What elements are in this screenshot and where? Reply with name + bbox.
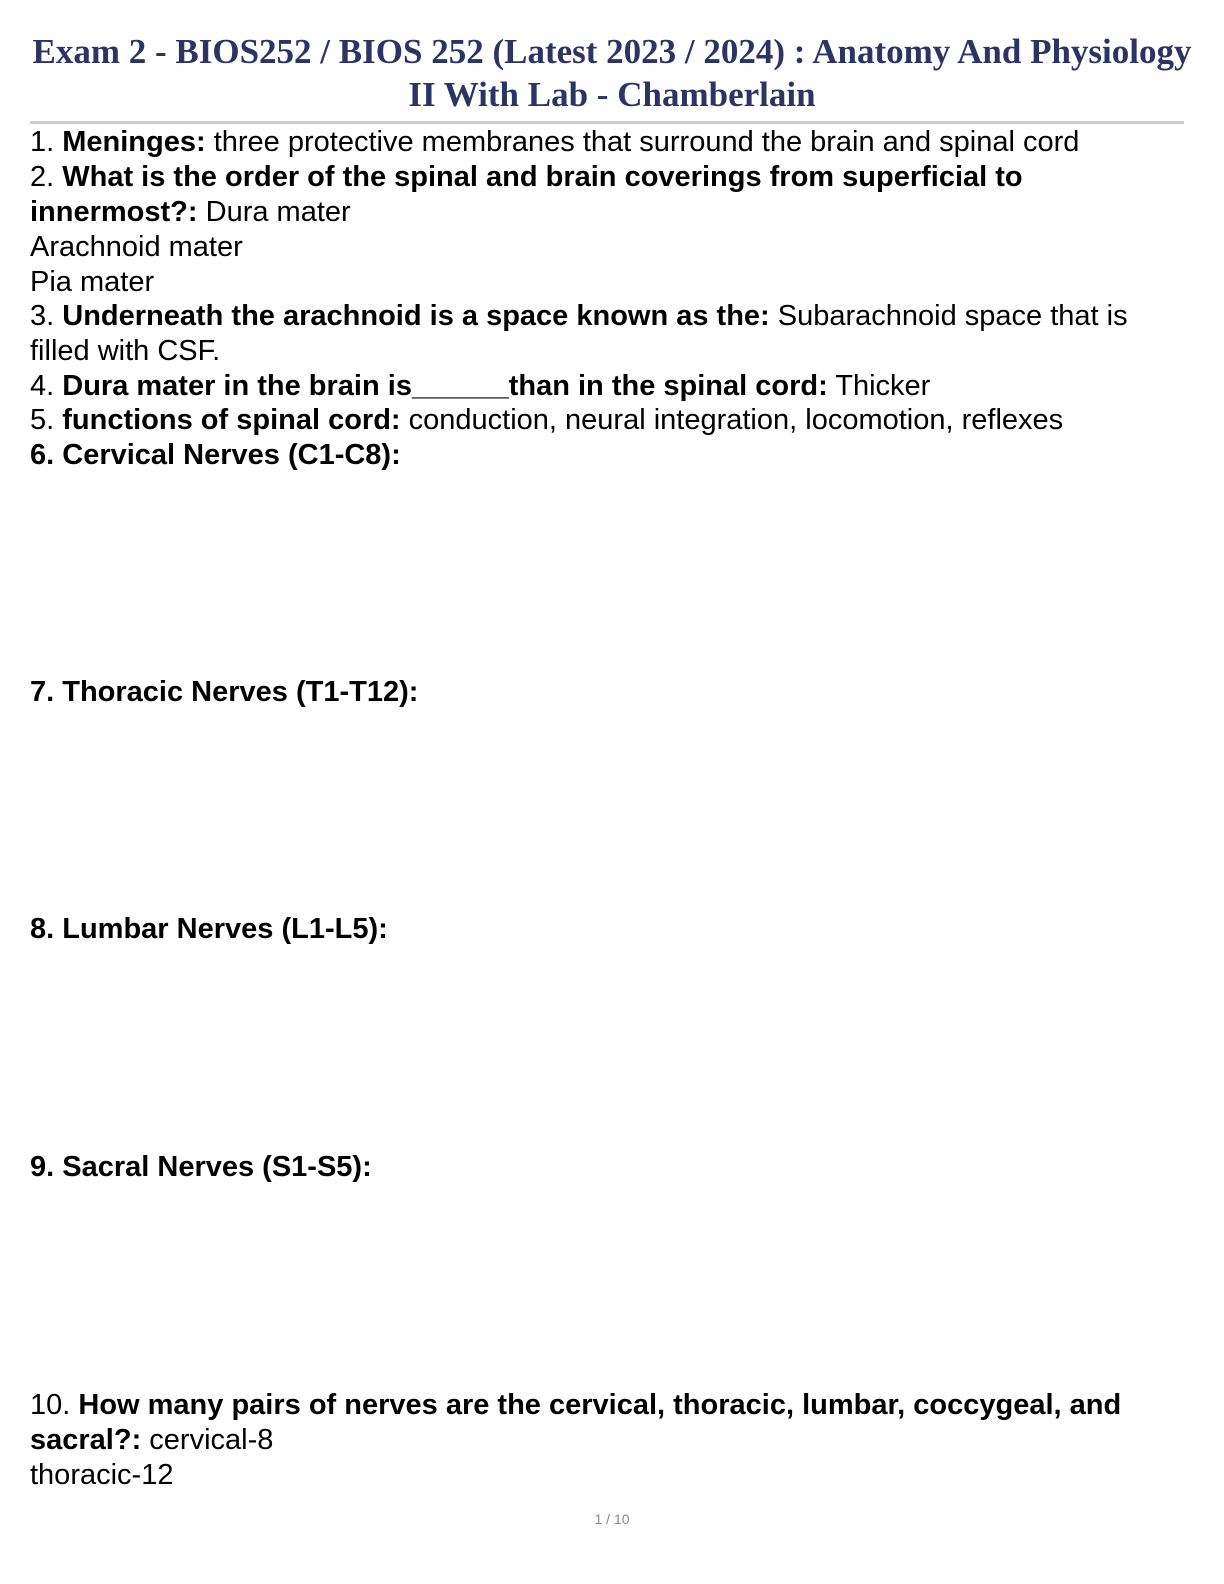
qa-item-2 — [30, 160, 1194, 300]
item-number: 3. — [30, 300, 63, 332]
qa-item-5 — [30, 403, 1194, 438]
qa-item-7 — [30, 675, 1194, 710]
item-question: Lumbar Nerves (L1-L5): — [62, 913, 388, 945]
page-number: 1 / 10 — [594, 1511, 630, 1527]
item-number: 2. — [30, 161, 63, 193]
item-answer-line: Pia mater — [30, 266, 155, 298]
item-question: functions of spinal cord: — [62, 404, 401, 436]
item-question: Cervical Nerves (C1-C8): — [62, 439, 401, 471]
item-answer: Subarachnoid space that is filled with CSF. — [30, 300, 1128, 367]
item-number: 1. — [30, 126, 63, 158]
item-question: How many pairs of nerves are the cervical, thoracic, lumbar, coccygeal, and sacral?: — [30, 1389, 1122, 1456]
qa-item-3 — [30, 299, 1194, 369]
qa-item-4 — [30, 369, 1194, 404]
item-answer-line: Arachnoid mater — [30, 231, 243, 263]
qa-item-1 — [30, 125, 1194, 160]
title-divider — [30, 121, 1184, 124]
item-number: 10. — [30, 1389, 79, 1421]
qa-item-6 — [30, 438, 1194, 473]
item-question: Sacral Nerves (S1-S5): — [62, 1151, 372, 1183]
item-number: 4. — [30, 370, 63, 402]
item-question: Meninges: — [62, 126, 206, 158]
qa-item-9 — [30, 1150, 1194, 1185]
item-number: 8. — [30, 913, 63, 945]
item-answer: conduction, neural integration, locomotion, reflexes — [400, 404, 1064, 436]
item-question: Thoracic Nerves (T1-T12): — [62, 676, 419, 708]
item-answer: three protective membranes that surround the brain and spinal cord — [205, 126, 1080, 158]
item-answer-line: thoracic-12 — [30, 1459, 174, 1491]
document-title: Exam 2 - BIOS252 / BIOS 252 (Latest 2023 / 2024) : Anatomy And Physiology II With Lab - Chamberlain — [32, 32, 1192, 114]
item-number: 7. — [30, 676, 63, 708]
item-question: What is the order of the spinal and brain coverings from superficial to innermost?: — [30, 161, 1023, 228]
item-answer: cervical-8 — [141, 1424, 274, 1456]
qa-item-8 — [30, 912, 1194, 947]
item-question: Underneath the arachnoid is a space known as the: — [62, 300, 770, 332]
item-number: 6. — [30, 439, 63, 471]
item-question: Dura mater in the brain is______than in the spinal cord: — [62, 370, 828, 402]
qa-item-10 — [30, 1388, 1194, 1493]
item-number: 5. — [30, 404, 63, 436]
item-answer: Thicker — [827, 370, 931, 402]
item-answer: Dura mater — [197, 196, 351, 228]
item-number: 9. — [30, 1151, 63, 1183]
